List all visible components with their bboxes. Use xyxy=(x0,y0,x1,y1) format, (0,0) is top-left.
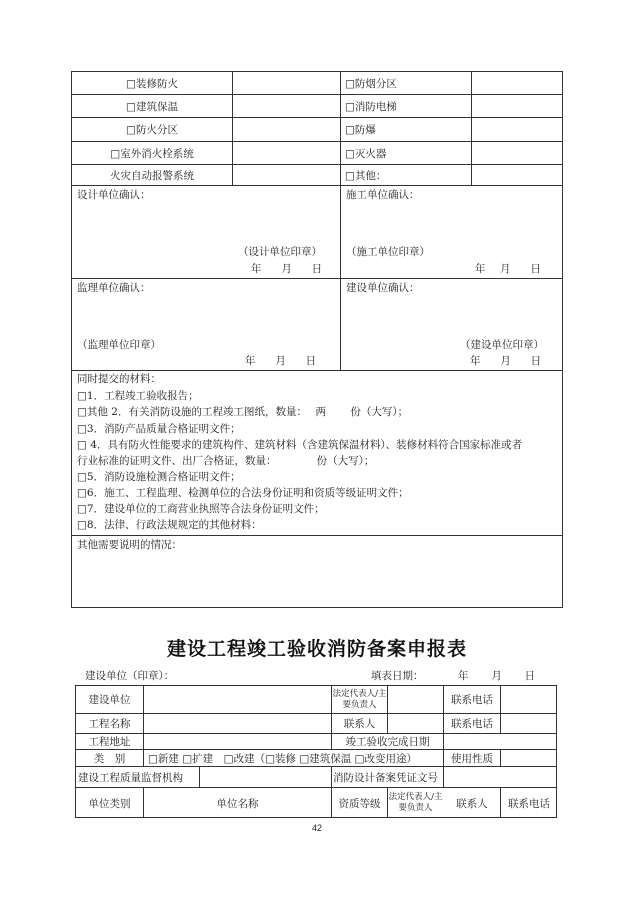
supervision-seal: （监理单位印章） xyxy=(77,339,161,351)
item-label: □装修防火 xyxy=(126,77,178,90)
col-divider xyxy=(387,685,388,733)
row-divider xyxy=(71,535,563,536)
header-qualification: 资质等级 xyxy=(338,797,381,810)
category-options[interactable]: □新建 □扩建 □改建（□装修 □建筑保温 □改变用途） xyxy=(148,752,418,765)
design-confirm-label: 设计单位确认： xyxy=(77,189,151,201)
label-phone: 联系电话 xyxy=(451,694,493,706)
row-divider xyxy=(71,370,563,371)
item-label: □室外消火栓系统 xyxy=(110,147,194,160)
item-label: □防火分区 xyxy=(126,124,178,136)
item-outdoor-hydrant[interactable] xyxy=(72,142,232,164)
item-label: □灭火器 xyxy=(345,147,387,160)
item-smoke-zone[interactable] xyxy=(345,72,471,94)
construction-confirm-label: 施工单位确认： xyxy=(346,189,420,201)
col-divider xyxy=(500,749,501,766)
item-fire-alarm xyxy=(72,165,232,185)
col-divider xyxy=(199,766,200,787)
header-contact: 联系人 xyxy=(456,797,488,810)
label-quality-supervision: 建设工程质量监督机构 xyxy=(78,771,183,784)
header-phone: 联系电话 xyxy=(508,797,550,810)
item-fire-compartment[interactable] xyxy=(72,118,232,141)
row-divider xyxy=(71,278,563,279)
fill-date-label: 填表日期： xyxy=(371,670,424,682)
label-owner-unit: 建设单位 xyxy=(88,694,131,706)
item-label: □防爆 xyxy=(345,124,376,136)
col-divider xyxy=(143,685,144,766)
material-item: 行业标准的证明文件、出厂合格证，数量： 份（大写）； xyxy=(77,455,375,467)
row-divider xyxy=(75,733,557,734)
label-contact: 联系人 xyxy=(343,718,376,730)
other-notes-label: 其他需要说明的情况： xyxy=(77,539,182,551)
owner-seal-label: 建设单位（印章）： xyxy=(85,670,175,682)
item-fire-elevator[interactable] xyxy=(345,95,471,117)
fill-date-value: 年 月 日 xyxy=(458,670,539,682)
material-item[interactable]: □6．施工、工程监理、检测单位的合法身份证明和资质等级证明文件； xyxy=(77,487,409,499)
owner-seal: （建设单位印章） xyxy=(460,339,544,351)
construction-date: 年 月 日 xyxy=(475,263,543,275)
label-category: 类 别 xyxy=(93,752,126,765)
col-divider xyxy=(232,71,233,185)
material-item[interactable]: □8．法律、行政法规规定的其他材料： xyxy=(77,519,262,531)
item-insulation[interactable] xyxy=(72,95,232,117)
material-item[interactable]: □7．建设单位的工商营业执照等合法身份证明文件； xyxy=(77,503,325,515)
item-other[interactable] xyxy=(345,165,471,185)
item-decoration-fire[interactable] xyxy=(72,72,232,94)
header-unit-name: 单位名称 xyxy=(216,797,259,810)
col-divider xyxy=(471,71,472,185)
page-number: 42 xyxy=(311,823,322,833)
material-item[interactable]: □5．消防设施检测合格证明文件； xyxy=(77,471,241,483)
item-label: □建筑保温 xyxy=(126,100,178,113)
label-usage: 使用性质 xyxy=(451,752,493,765)
row-divider xyxy=(71,185,563,186)
item-label: □消防电梯 xyxy=(345,100,397,113)
col-divider xyxy=(500,685,501,733)
label-legal-rep: 法定代表人/主要负责人 xyxy=(332,688,387,710)
materials-heading: 同时提交的材料： xyxy=(77,373,161,385)
item-extinguisher[interactable] xyxy=(345,142,471,164)
item-label: 火灾自动报警系统 xyxy=(110,169,194,182)
material-item[interactable]: □其他 2．有关消防设施的工程竣工图纸，数量： 两 份（大写）； xyxy=(77,406,409,418)
item-label: □其他： xyxy=(345,169,387,182)
material-item[interactable]: □1．工程竣工验收报告； xyxy=(77,390,199,402)
col-divider xyxy=(340,71,341,370)
form-title: 建设工程竣工验收消防备案申报表 xyxy=(166,638,467,660)
design-seal: （设计单位印章） xyxy=(238,246,322,258)
item-explosion-proof[interactable] xyxy=(345,118,471,141)
header-unit-type: 单位类别 xyxy=(88,797,131,810)
label-project-name: 工程名称 xyxy=(88,718,131,730)
label-design-filing-no: 消防设计备案凭证文号 xyxy=(333,771,438,784)
label-project-address: 工程地址 xyxy=(88,736,131,748)
material-item[interactable]: □3．消防产品质量合格证明文件； xyxy=(77,423,241,435)
supervision-confirm-label: 监理单位确认： xyxy=(77,282,151,294)
owner-date: 年 月 日 xyxy=(470,355,544,367)
label-completion-date: 竣工验收完成日期 xyxy=(345,736,430,748)
supervision-date: 年 月 日 xyxy=(245,355,319,367)
construction-seal: （施工单位印章） xyxy=(346,246,430,258)
design-date: 年 月 日 xyxy=(251,263,325,275)
label-phone: 联系电话 xyxy=(451,718,493,730)
owner-confirm-label: 建设单位确认： xyxy=(346,282,420,294)
item-label: □防烟分区 xyxy=(345,77,397,90)
material-item[interactable]: □ 4．具有防火性能要求的建筑构件、建筑材料（含建筑保温材料）、装修材料符合国家标准或者 xyxy=(77,439,523,451)
header-legal-rep: 法定代表人/主要负责人 xyxy=(388,792,443,813)
